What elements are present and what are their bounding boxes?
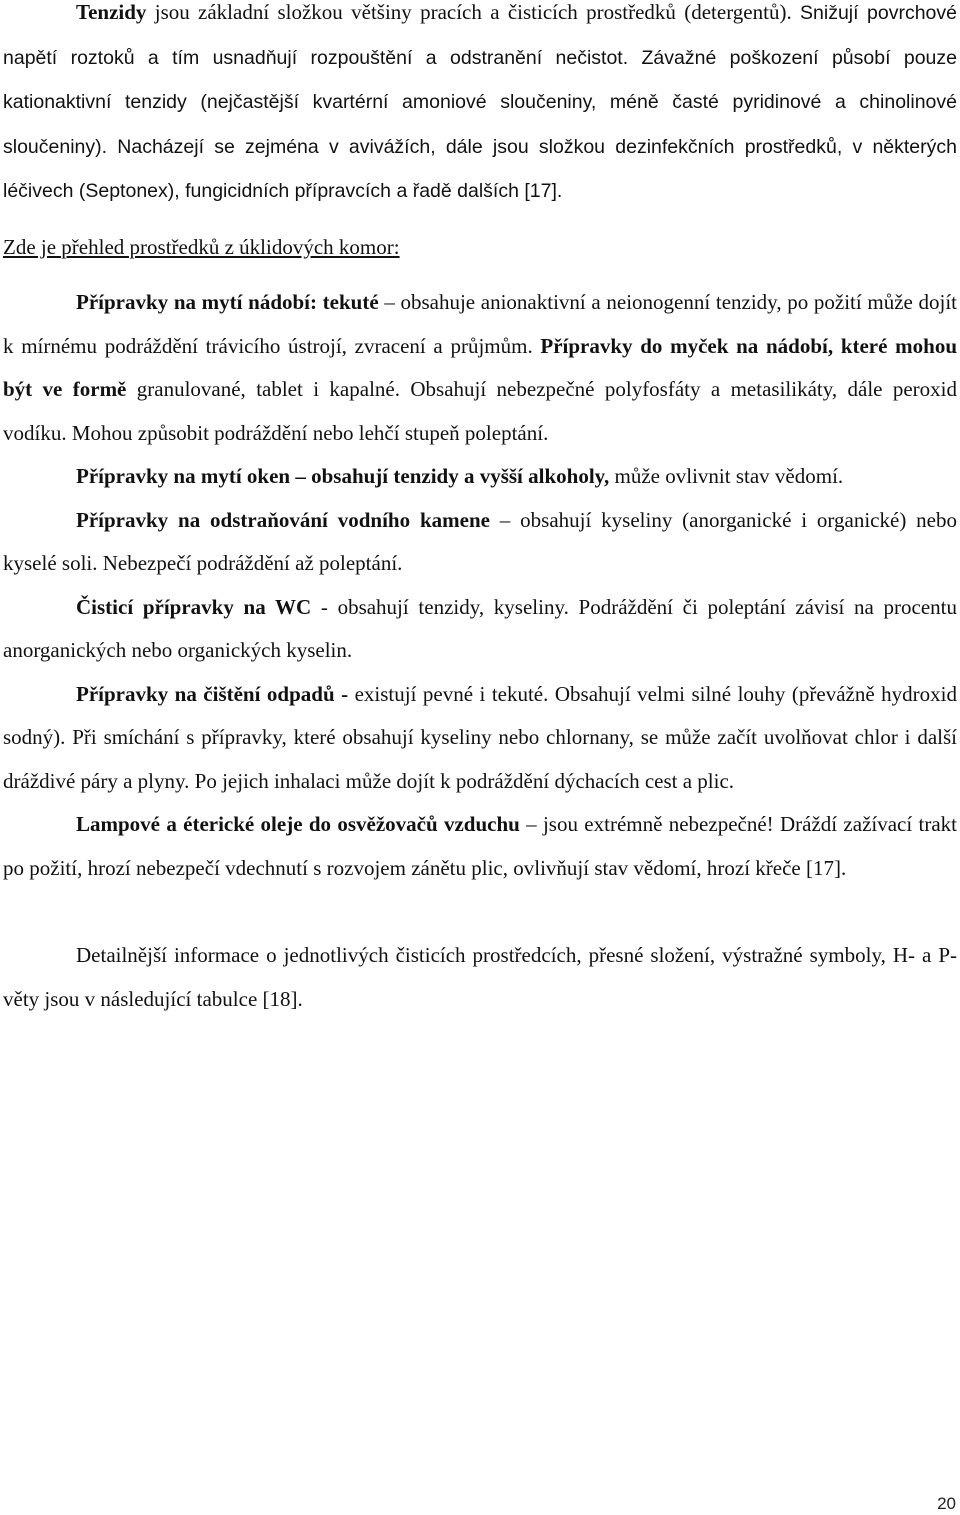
document-page (3, 0, 957, 1021)
paragraph-tenzidy (3, 0, 957, 214)
paragraph-text: – obsahují kyseliny (anorganické i organické) nebo kyselé soli. Nebezpečí podráždění až poleptání. (3, 507, 957, 575)
term-dishwasher: Přípravky do myček na nádobí, které mohou být ve formě (3, 333, 957, 401)
paragraph-text: Detailnější informace o jednotlivých čisticích prostředcích, přesné složení, výstražné symboly, H- a P- věty jsou v následující tabulce [18]. (3, 943, 957, 1011)
paragraph-text: – obsahuje anionaktivní a neionogenní tenzidy, po požití může dojít k mírnému podráždění trávicího ústrojí, zvracení a průjmům. (3, 290, 958, 358)
paragraph-window-products (3, 455, 957, 499)
paragraph-wc-cleaners (3, 586, 957, 673)
term-drain-cleaner: Přípravky na čištění odpadů - (76, 681, 349, 706)
page-number: 20 (937, 1494, 956, 1513)
paragraph-drain-cleaners (3, 673, 957, 804)
term-lamp-oils: Lampové a éterické oleje do osvěžovačů vzduchu (76, 812, 520, 836)
paragraph-scale-removers (3, 499, 957, 586)
term-window-cleaner: Přípravky na mytí oken – obsahují tenzidy a vyšší alkoholy, (76, 464, 610, 488)
paragraph-text: Snižují povrchové napětí roztoků a tím usnadňují rozpouštění a odstranění nečistot. Závažné poškození působí pouze kationaktivní tenzidy (nejčastější kvartérní amoniové sloučeniny, méně časté pyridinové a chinolinové sloučeniny). Nacházejí se zejména v avivážích, dále jsou složkou dezinfekčních prostředků, v některých léčivech (Septonex), fungicidních přípravcích a řadě dalších [17]. (3, 2, 957, 202)
overview-heading (3, 226, 957, 270)
term-dish-liquid: Přípravky na mytí nádobí: tekuté (76, 290, 379, 314)
paragraph-detail-info (3, 934, 957, 1021)
paragraph-dish-products (3, 281, 957, 455)
paragraph-text: existují pevné i tekuté. Obsahují velmi silné louhy (převážně hydroxid sodný). Při smíchání s přípravky, které obsahují kyseliny nebo chlornany, se může začít uvolňovat chlor i další dráždivé páry a plyny. Po jejich inhalaci může dojít k podráždění dýchacích cest a plic. (3, 681, 957, 793)
paragraph-text: - obsahují tenzidy, kyseliny. Podráždění či poleptání závisí na procentu anorganických nebo organických kyselin. (3, 594, 957, 662)
paragraph-text: – jsou extrémně nebezpečné! Dráždí zažívací trakt po požití, hrozí nebezpečí vdechnutí s rozvojem zánětu plic, ovlivňují stav vědomí, hrozí křeče [17]. (3, 812, 957, 880)
term-scale-remover: Přípravky na odstraňování vodního kamene (76, 507, 490, 532)
overview-heading-text: Zde je přehled prostředků z úklidových komor: (3, 234, 400, 259)
paragraph-lamp-oils (3, 803, 957, 890)
term-tenzidy: Tenzidy (76, 0, 147, 24)
term-wc-cleaner: Čisticí přípravky na WC (76, 594, 312, 619)
paragraph-text: jsou základní složkou většiny pracích a čisticích prostředků (detergentů). (146, 0, 801, 24)
paragraph-text: granulované, tablet i kapalné. Obsahují nebezpečné polyfosfáty a metasilikáty, dále peroxid vodíku. Mohou způsobit podráždění nebo lehčí stupeň poleptání. (3, 377, 957, 445)
paragraph-text: může ovlivnit stav vědomí. (609, 464, 844, 488)
